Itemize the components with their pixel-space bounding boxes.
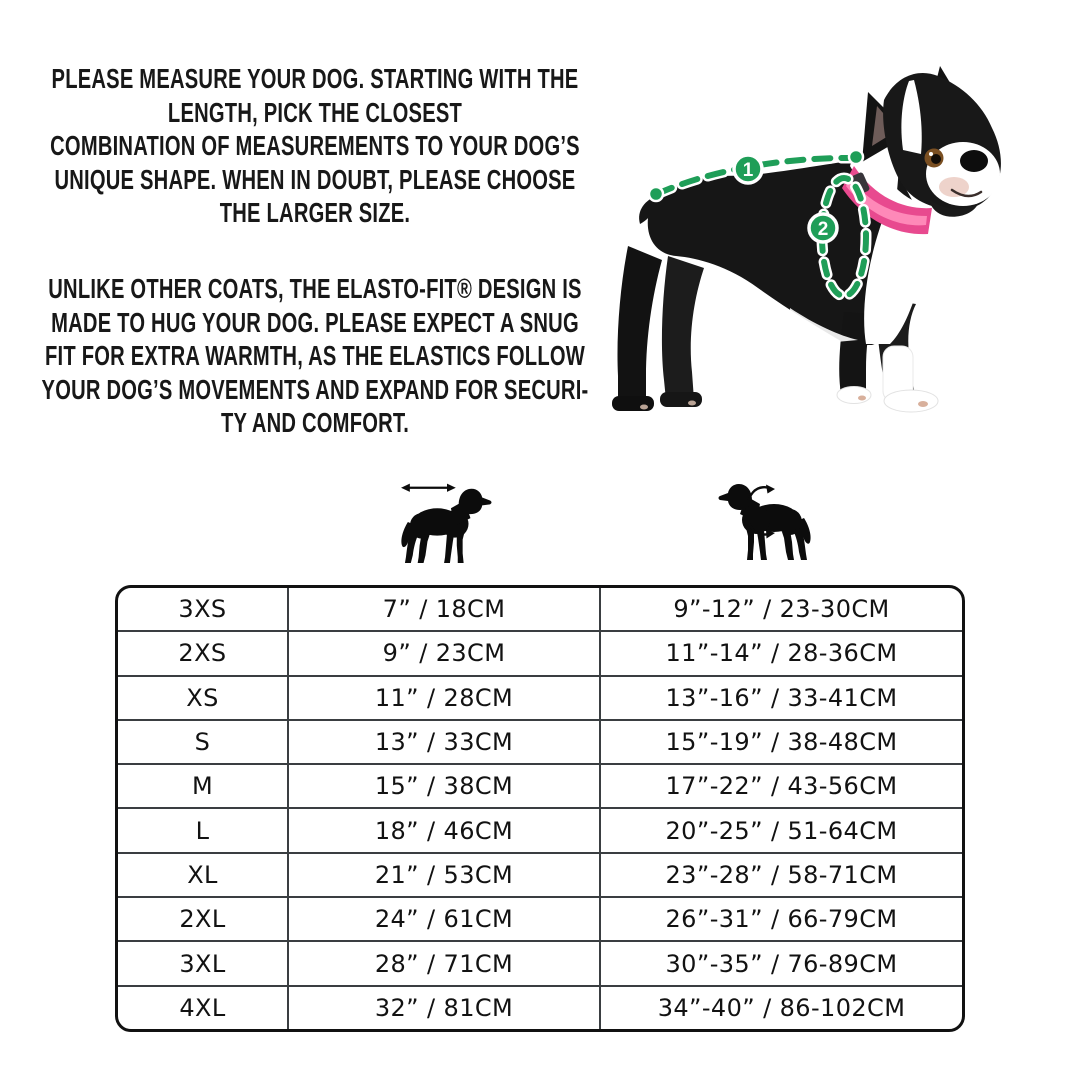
table-row — [118, 985, 962, 1029]
girth-cell: 17”-22” / 43-56CM — [599, 765, 962, 807]
girth-cell: 23”-28” / 58-71CM — [599, 854, 962, 896]
svg-text:1: 1 — [742, 160, 754, 181]
size-cell: XL — [187, 860, 218, 889]
instruction-line: PLEASE MEASURE YOUR DOG. STARTING WITH THE — [51, 63, 579, 94]
size-cell: S — [194, 728, 211, 757]
size-cell: L — [195, 816, 210, 845]
size-cell: 4XL — [179, 993, 226, 1022]
length-cell: 24” / 61CM — [287, 898, 599, 940]
elasto-fit-note — [41, 272, 588, 440]
table-row — [118, 852, 962, 896]
length-end-dot — [849, 150, 863, 164]
svg-text:2: 2 — [817, 219, 829, 240]
size-cell: M — [191, 772, 214, 801]
length-cell: 32” / 81CM — [287, 987, 599, 1029]
table-row — [118, 630, 962, 674]
length-cell: 9” / 23CM — [287, 632, 599, 674]
length-measure-badge — [734, 155, 762, 183]
girth-cell: 11”-14” / 28-36CM — [599, 632, 962, 674]
length-cell: 7” / 18CM — [287, 588, 599, 630]
length-arrow-icon — [401, 484, 456, 492]
table-row — [118, 807, 962, 851]
length-cell: 28” / 71CM — [287, 942, 599, 984]
girth-cell: 13”-16” / 33-41CM — [599, 677, 962, 719]
length-cell: 18” / 46CM — [287, 809, 599, 851]
instruction-line: COMBINATION OF MEASUREMENTS TO YOUR DOG’S — [50, 130, 580, 161]
dog-length-measure-icon — [398, 477, 496, 565]
girth-cell: 26”-31” / 66-79CM — [599, 898, 962, 940]
length-start-dot — [649, 187, 663, 201]
size-cell: XS — [186, 683, 219, 712]
table-row — [118, 896, 962, 940]
measuring-instructions — [41, 62, 588, 230]
instruction-line: MADE TO HUG YOUR DOG. PLEASE EXPECT A SNUG — [51, 306, 579, 338]
girth-cell: 34”-40” / 86-102CM — [599, 987, 962, 1029]
instruction-line: LENGTH, PICK THE CLOSEST — [167, 96, 463, 128]
girth-cell: 9”-12” / 23-30CM — [599, 588, 962, 630]
length-cell: 15” / 38CM — [287, 765, 599, 807]
girth-cell: 20”-25” / 51-64CM — [599, 809, 962, 851]
size-cell: 3XS — [178, 595, 227, 624]
table-row — [118, 763, 962, 807]
instruction-line: UNIQUE SHAPE. WHEN IN DOUBT, PLEASE CHOOSE — [54, 163, 576, 195]
length-cell: 11” / 28CM — [287, 677, 599, 719]
dog-girth-measure-icon — [714, 474, 814, 564]
size-cell: 3XL — [179, 949, 226, 978]
girth-cell: 30”-35” / 76-89CM — [599, 942, 962, 984]
length-cell: 21” / 53CM — [287, 854, 599, 896]
instruction-line: YOUR DOG’S MOVEMENTS AND EXPAND FOR SECURI- — [41, 373, 589, 405]
size-chart-table — [115, 585, 965, 1032]
size-cell: 2XS — [178, 639, 227, 668]
table-row — [118, 719, 962, 763]
instruction-line: FIT FOR EXTRA WARMTH, AS THE ELASTICS FOLLOW — [45, 340, 585, 371]
length-cell: 13” / 33CM — [287, 721, 599, 763]
instruction-line: UNLIKE OTHER COATS, THE ELASTO-FIT® DESIGN IS — [48, 273, 582, 304]
size-cell: 2XL — [179, 905, 226, 934]
girth-cell: 15”-19” / 38-48CM — [599, 721, 962, 763]
table-row — [118, 940, 962, 984]
instruction-line: TY AND COMFORT. — [220, 407, 410, 438]
table-row — [118, 588, 962, 630]
dog-illustration — [612, 66, 1001, 412]
instruction-line: THE LARGER SIZE. — [219, 197, 411, 228]
dog-photo — [600, 50, 1060, 460]
table-row — [118, 675, 962, 719]
girth-measure-badge — [809, 214, 837, 242]
